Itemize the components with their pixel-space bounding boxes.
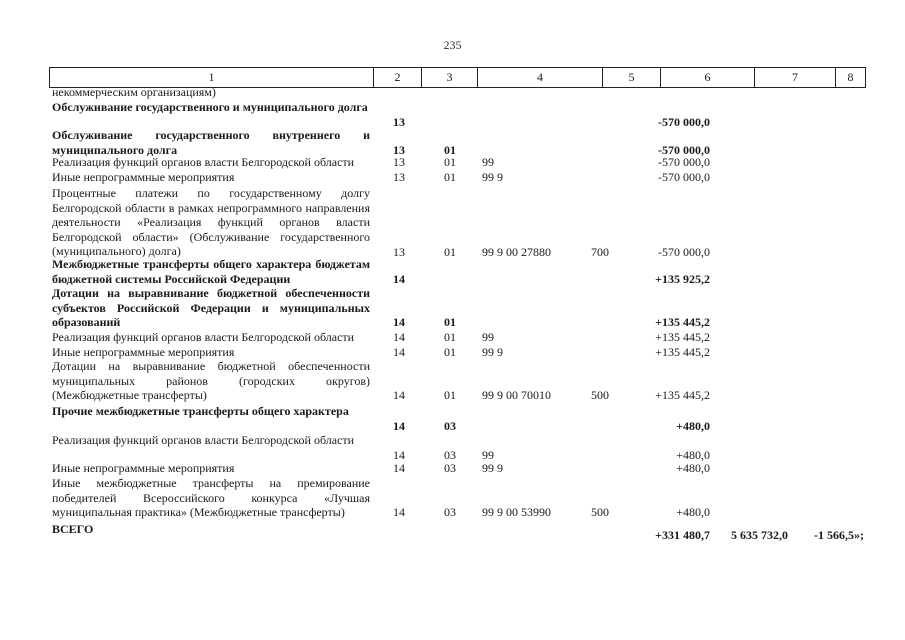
row-col-2: 13 (393, 155, 405, 169)
row-name: Реализация функций органов власти Белгородской области (52, 330, 355, 344)
row-col-6: +331 480,7 (655, 528, 710, 542)
row-name: некоммерческим организациям) (52, 85, 216, 99)
row-col-6: -570 000,0 (658, 245, 710, 259)
row-col-4: 99 9 (482, 170, 503, 184)
row-col-4: 99 9 (482, 461, 503, 475)
row-col-6: -570 000,0 (658, 115, 710, 129)
row-col-4: 99 9 00 53990 (482, 505, 551, 519)
row-name: ВСЕГО (52, 522, 94, 536)
row-name: Дотации на выравнивание бюджетной обеспеченности муниципальных районов (городских округов) (Межбюджетные трансферты) (52, 359, 370, 402)
row-col-6: +135 445,2 (655, 388, 710, 402)
row-name: Иные непрограммные мероприятия (52, 170, 235, 184)
row-col-3: 01 (444, 315, 456, 329)
row-name: Прочие межбюджетные трансферты общего характера (52, 404, 349, 418)
row-col-5: 700 (591, 245, 609, 259)
row-name: Обслуживание государственного внутреннего и муниципального долга (52, 128, 370, 157)
row-col-6: +480,0 (676, 461, 710, 475)
row-col-3: 03 (444, 448, 456, 462)
header-col-4: 4 (478, 68, 603, 87)
row-col-3: 01 (444, 170, 456, 184)
row-col-6: -570 000,0 (658, 155, 710, 169)
row-name: Иные непрограммные мероприятия (52, 461, 235, 475)
row-col-6: +480,0 (676, 448, 710, 462)
row-col-6: -570 000,0 (658, 170, 710, 184)
row-col-2: 14 (393, 315, 405, 329)
row-col-7: 5 635 732,0 (731, 528, 788, 542)
header-col-7: 7 (755, 68, 836, 87)
row-col-2: 14 (393, 345, 405, 359)
row-name: Дотации на выравнивание бюджетной обеспеченности субъектов Российской Федерации и муниципальных образований (52, 286, 370, 329)
row-name: Реализация функций органов власти Белгородской области (52, 155, 355, 169)
header-col-3: 3 (422, 68, 478, 87)
row-col-3: 03 (444, 461, 456, 475)
row-col-6: +480,0 (676, 419, 710, 433)
row-col-2: 14 (393, 419, 405, 433)
row-col-6: +135 445,2 (655, 330, 710, 344)
row-name: Процентные платежи по государственному долгу Белгородской области в рамках непрограммного направления деятельности «Реализация функций органов власти Белгородской области» (Обслуживание государственного (муниципального) долга) (52, 186, 370, 258)
row-col-2: 13 (393, 115, 405, 129)
header-col-1: 1 (50, 68, 374, 87)
row-col-3: 03 (444, 419, 456, 433)
header-col-5: 5 (603, 68, 661, 87)
row-col-2: 13 (393, 170, 405, 184)
row-col-6: +135 925,2 (655, 272, 710, 286)
row-col-2: 14 (393, 461, 405, 475)
row-col-3: 01 (444, 330, 456, 344)
row-name: Иные непрограммные мероприятия (52, 345, 235, 359)
row-col-3: 01 (444, 345, 456, 359)
row-col-3: 03 (444, 505, 456, 519)
row-col-4: 99 (482, 155, 494, 169)
header-col-6: 6 (661, 68, 755, 87)
row-name: Обслуживание государственного и муниципального долга (52, 100, 368, 114)
row-col-2: 14 (393, 448, 405, 462)
row-name: Реализация функций органов власти Белгородской области (52, 433, 355, 447)
row-col-5: 500 (591, 388, 609, 402)
row-col-6: +135 445,2 (655, 315, 710, 329)
row-col-5: 500 (591, 505, 609, 519)
row-col-2: 13 (393, 143, 405, 157)
row-col-2: 14 (393, 505, 405, 519)
header-col-8: 8 (847, 70, 854, 84)
row-col-3: 01 (444, 155, 456, 169)
row-col-6: +135 445,2 (655, 345, 710, 359)
row-col-2: 14 (393, 388, 405, 402)
row-col-3: 01 (444, 143, 456, 157)
row-col-3: 01 (444, 388, 456, 402)
row-col-3: 01 (444, 245, 456, 259)
header-col-2: 2 (374, 68, 422, 87)
page-number: 235 (443, 38, 462, 52)
row-col-4: 99 9 00 70010 (482, 388, 551, 402)
row-col-4: 99 (482, 330, 494, 344)
row-col-4: 99 (482, 448, 494, 462)
row-name: Межбюджетные трансферты общего характера бюджетам бюджетной системы Российской Федерации (52, 257, 370, 286)
row-col-8: -1 566,5»; (814, 528, 864, 542)
row-col-2: 13 (393, 245, 405, 259)
row-col-4: 99 9 00 27880 (482, 245, 551, 259)
row-col-2: 14 (393, 272, 405, 286)
row-col-6: -570 000,0 (658, 143, 710, 157)
row-col-4: 99 9 (482, 345, 503, 359)
row-col-6: +480,0 (676, 505, 710, 519)
row-col-2: 14 (393, 330, 405, 344)
row-name: Иные межбюджетные трансферты на премирование победителей Всероссийского конкурса «Лучшая муниципальная практика» (Межбюджетные трансферты) (52, 476, 370, 519)
